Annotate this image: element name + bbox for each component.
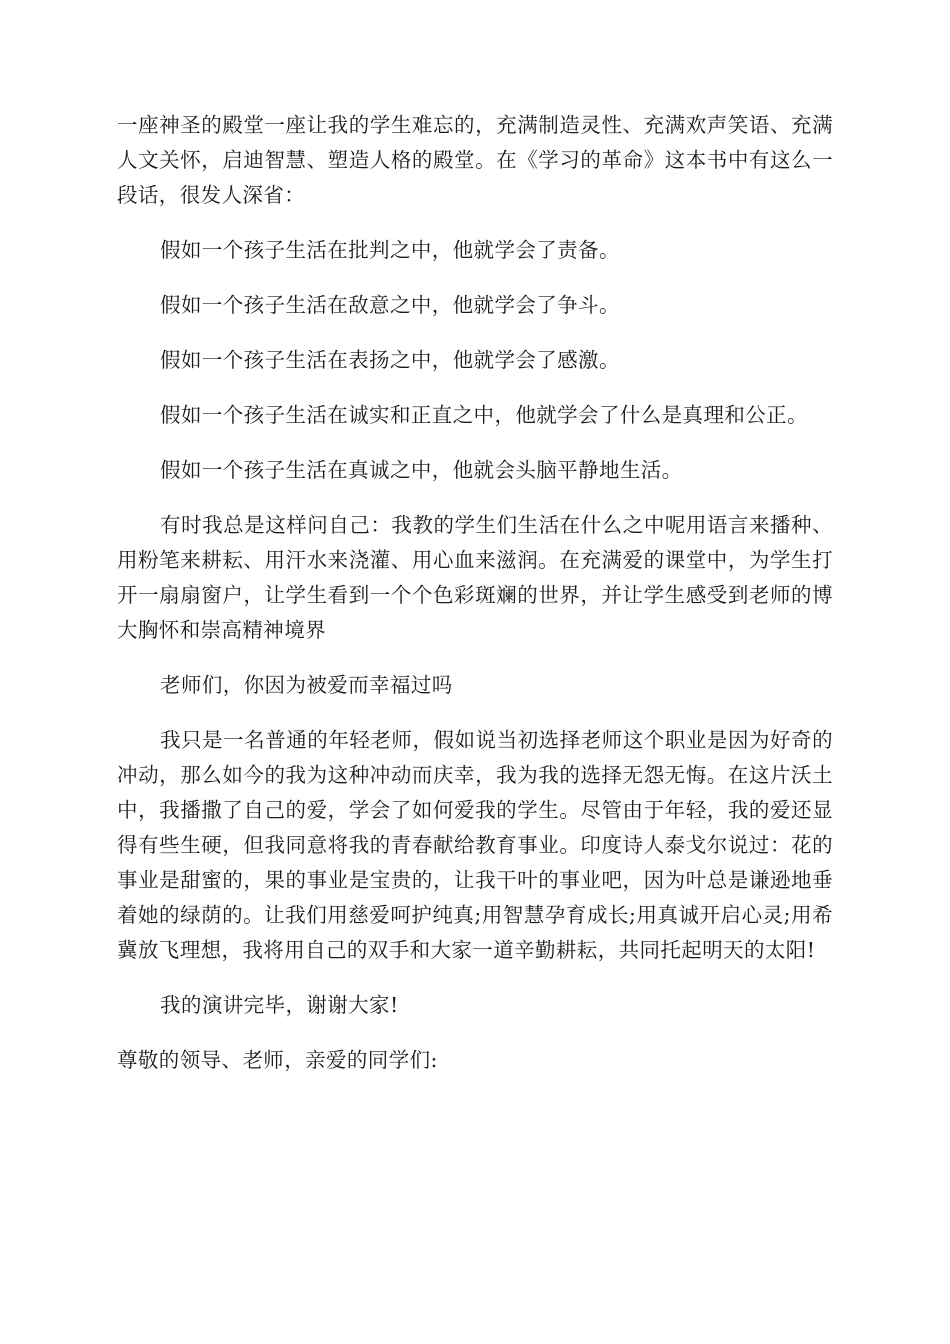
paragraph-intro: 一座神圣的殿堂一座让我的学生难忘的，充满制造灵性、充满欢声笑语、充满人文关怀，启迪智慧、塑造人格的殿堂。在《学习的革命》这本书中有这么一段话，很发人深省：: [117, 113, 833, 207]
paragraph-self-reflection: 有时我总是这样问自己：我教的学生们生活在什么之中呢用语言来播种、用粉笔来耕耘、用汗水来浇灌、用心血来滋润。在充满爱的课堂中，为学生打开一扇扇窗户，让学生看到一个个色彩斑斓的世界，并让学生感受到老师的博大胸怀和崇高精神境界: [117, 513, 833, 642]
paragraph-quote-criticism: 假如一个孩子生活在批判之中，他就学会了责备。: [160, 238, 620, 262]
paragraph-quote-praise: 假如一个孩子生活在表扬之中，他就学会了感激。: [160, 348, 620, 372]
paragraph-greeting: 尊敬的领导、老师，亲爱的同学们:: [117, 1048, 438, 1072]
paragraph-quote-hostility: 假如一个孩子生活在敌意之中，他就学会了争斗。: [160, 293, 620, 317]
document-body: [117, 108, 833, 1098]
paragraph-question: 老师们，你因为被爱而幸福过吗: [160, 673, 453, 697]
paragraph-closing: 我的演讲完毕，谢谢大家!: [160, 993, 399, 1017]
paragraph-quote-sincerity: 假如一个孩子生活在真诚之中，他就会头脑平静地生活。: [160, 458, 683, 482]
paragraph-main-speech: 我只是一名普通的年轻老师，假如说当初选择老师这个职业是因为好奇的冲动，那么如今的我为这种冲动而庆幸，我为我的选择无怨无悔。在这片沃土中，我播撒了自己的爱，学会了如何爱我的学生。尽管由于年轻，我的爱还显得有些生硬，但我同意将我的青春献给教育事业。印度诗人泰戈尔说过：花的事业是甜蜜的，果的事业是宝贵的，让我干叶的事业吧，因为叶总是谦逊地垂着她的绿荫的。让我们用慈爱呵护纯真;用智慧孕育成长;用真诚开启心灵;用希冀放飞理想，我将用自己的双手和大家一道辛勤耕耘，共同托起明天的太阳!: [117, 728, 833, 962]
paragraph-quote-honesty: 假如一个孩子生活在诚实和正直之中，他就学会了什么是真理和公正。: [160, 403, 808, 427]
